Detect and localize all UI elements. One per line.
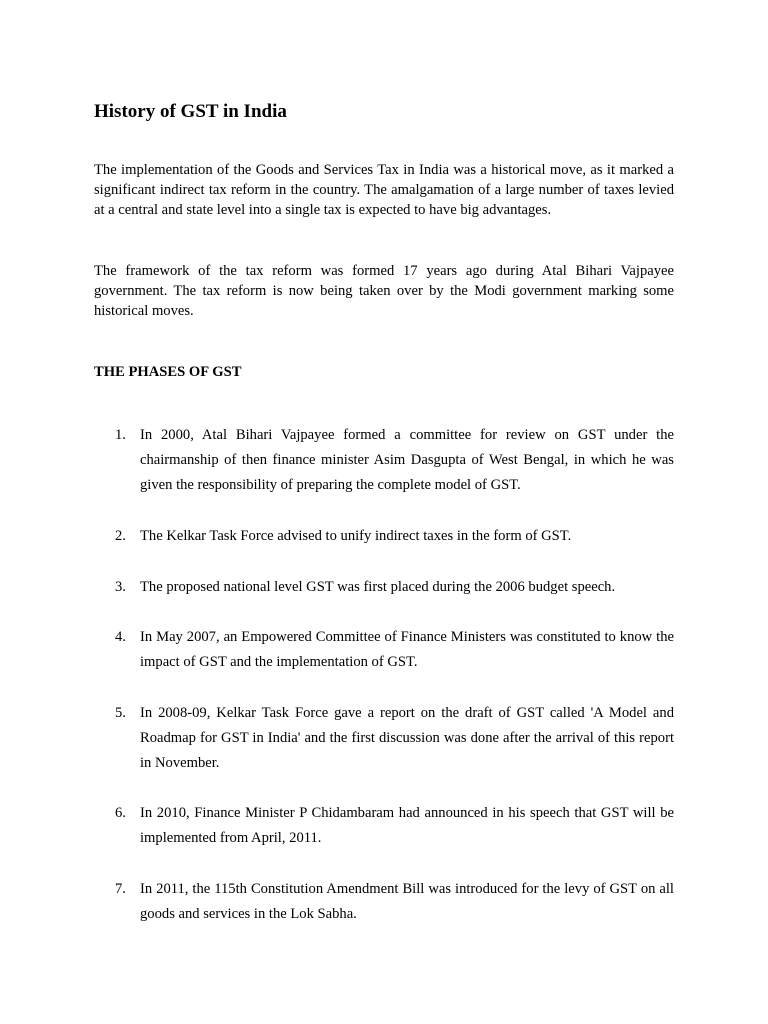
list-item-number: 2. <box>115 528 126 544</box>
list-item-number: 3. <box>115 579 126 595</box>
intro-paragraph: The implementation of the Goods and Services Tax in India was a historical move, as it marked a significant indirect tax reform in the country. The amalgamation of a large number of taxes levied at a central and state level into a single tax is expected to have big advantages. <box>94 162 674 218</box>
list-item-number: 5. <box>115 705 126 721</box>
list-item-number: 1. <box>115 427 126 443</box>
list-item-text: In 2011, the 115th Constitution Amendment Bill was introduced for the levy of GST on all goods and services in the Lok Sabha. <box>140 881 674 922</box>
phases-heading: THE PHASES OF GST <box>94 364 242 380</box>
list-item-number: 6. <box>115 805 126 821</box>
list-item-text: In 2008-09, Kelkar Task Force gave a report on the draft of GST called 'A Model and Roadmap for GST in India' and the first discussion was done after the arrival of this report in November. <box>140 705 674 771</box>
framework-paragraph: The framework of the tax reform was formed 17 years ago during Atal Bihari Vajpayee government. The tax reform is now being taken over by the Modi government marking some historical moves. <box>94 263 674 319</box>
list-item-text: The Kelkar Task Force advised to unify indirect taxes in the form of GST. <box>140 528 572 544</box>
list-item-number: 7. <box>115 881 126 897</box>
list-item-number: 4. <box>115 629 126 645</box>
list-item-text: In 2010, Finance Minister P Chidambaram had announced in his speech that GST will be implemented from April, 2011. <box>140 805 674 846</box>
list-item-text: The proposed national level GST was first placed during the 2006 budget speech. <box>140 579 616 595</box>
document-title: History of GST in India <box>94 101 287 122</box>
list-item-text: In 2000, Atal Bihari Vajpayee formed a committee for review on GST under the chairmanship of then finance minister Asim Dasgupta of West Bengal, in which he was given the responsibility of preparing the complete model of GST. <box>140 427 674 493</box>
list-item-text: In May 2007, an Empowered Committee of Finance Ministers was constituted to know the impact of GST and the implementation of GST. <box>140 629 674 670</box>
